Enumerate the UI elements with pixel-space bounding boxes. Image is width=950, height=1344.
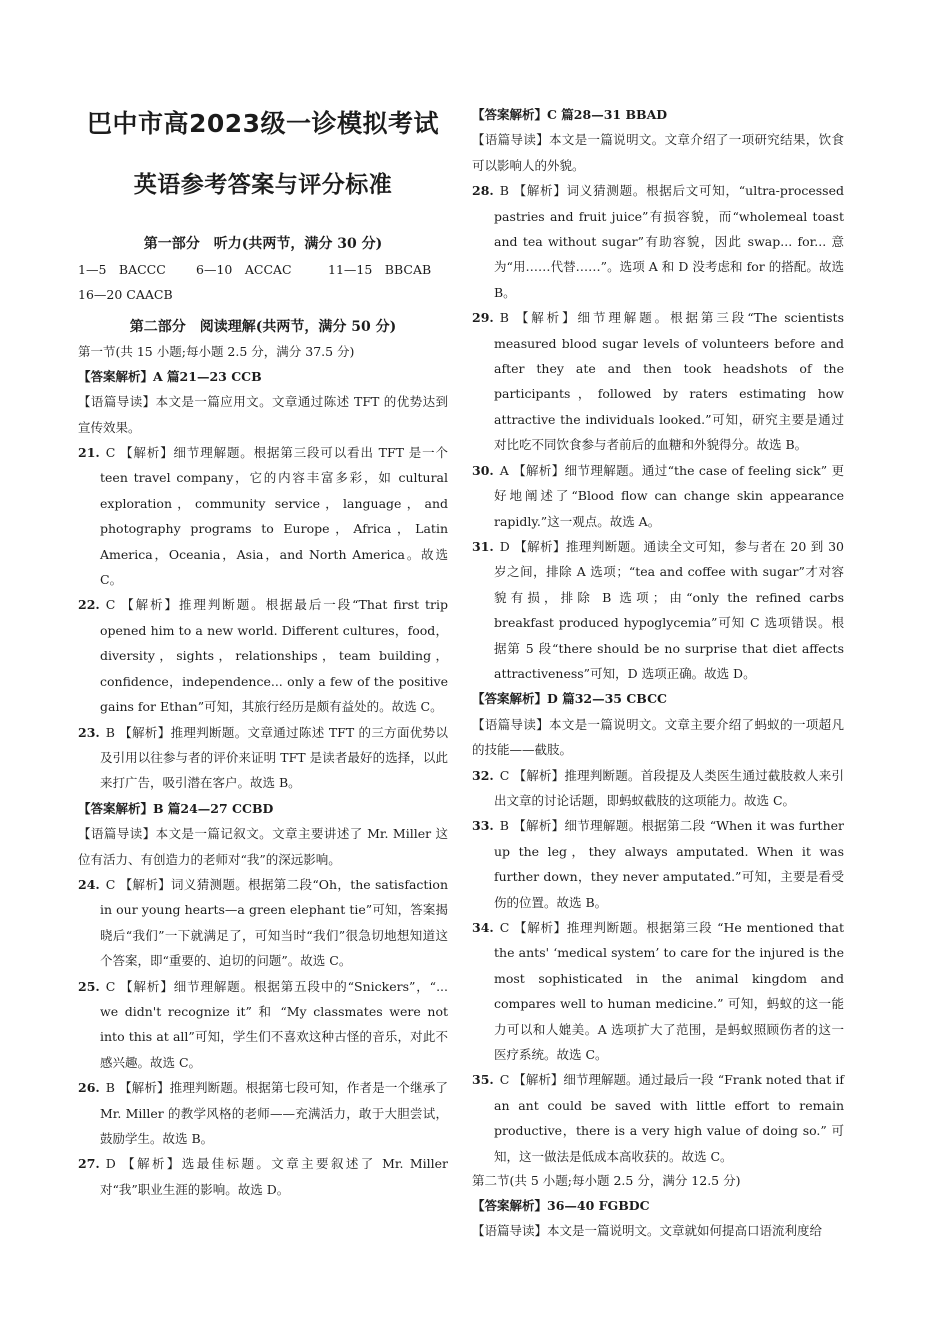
passage-c-answer: 【答案解析】C 篇28—31 BBAD — [472, 107, 668, 122]
passage-d-answer: 【答案解析】D 篇32—35 CBCC — [472, 691, 667, 707]
question-29 — [472, 305, 844, 457]
question-explanation: C 【解析】细节理解题。根据第五段中的“Snickers”，“... we didn't recognize it” 和 “My classmates were not into this at all”可知，学生们不喜欢这种古怪的音乐，对此不感兴趣。故选 C。 — [100, 978, 448, 1070]
question-explanation: D 【解析】选最佳标题。文章主要叙述了 Mr. Miller 对“我”职业生涯的影响。故选 D。 — [100, 1156, 448, 1197]
question-35 — [472, 1067, 844, 1169]
question-27 — [78, 1151, 448, 1202]
question-number: 33. — [472, 818, 494, 834]
question-explanation: B 【解析】词义猜测题。根据后文可知，“ultra-processed pastries and fruit juice”有损容貌，而“wholemeal toast and tea without sugar”有助容貌，因此 swap... for... 意为“用……代替……”。选项 A 和 D 没考虑和 for 的搭配。故选 B。 — [494, 183, 844, 300]
answer-group: 11—15 BBCAB — [328, 262, 432, 277]
answer-group: 1—5 BACCC — [78, 262, 166, 277]
section1-heading: 第一节(共 15 小题;每小题 2.5 分，满分 37.5 分) — [78, 343, 355, 359]
question-25 — [78, 974, 448, 1076]
question-33 — [472, 813, 844, 915]
answer-group: 6—10 ACCAC — [196, 262, 292, 277]
listening-answers-row1 — [78, 257, 448, 282]
question-explanation: C 【解析】推理判断题。首段提及人类医生通过截肢救人来引出文章的讨论话题，即蚂蚁截肢的这项能力。故选 C。 — [494, 767, 844, 808]
question-21 — [78, 440, 448, 592]
question-number: 26. — [78, 1080, 100, 1096]
question-32 — [472, 763, 844, 814]
question-number: 31. — [472, 538, 494, 554]
question-22 — [78, 592, 448, 719]
page-subtitle: 英语参考答案与评分标准 — [133, 172, 393, 198]
listening-answers-row2: 16—20 CAACB — [78, 287, 173, 303]
question-explanation: D 【解析】推理判断题。通读全文可知，参与者在 20 到 30 岁之间，排除 A 选项；“tea and coffee with sugar”才对容貌有损，排除 B 选项；由“only the refined carbs breakfast produced hypoglycemia”可知 C 选项错误。根据第 5 段“there should be no surprise that diet affects attractiveness”可知，D 选项正确。故选 D。 — [494, 538, 844, 681]
question-number: 23. — [78, 724, 100, 740]
section2-guide: 【语篇导读】本文是一篇说明文。文章就如何提高口语流利度给 — [472, 1223, 823, 1239]
question-24 — [78, 872, 448, 974]
passage-a-guide: 【语篇导读】本文是一篇应用文。文章通过陈述 TFT 的优势达到宣传效果。 — [78, 394, 448, 435]
question-explanation: B 【解析】细节理解题。根据第二段 “When it was further up the leg，they always amputated. When it was further down，they never amputated.”可知，主要是看受伤的位置。故选 B。 — [494, 818, 844, 910]
question-number: 34. — [472, 920, 494, 935]
question-explanation: C 【解析】细节理解题。根据第三段可以看出 TFT 是一个 teen travel company，它的内容丰富多彩，如 cultural exploration，community service，language，and photography programs to Europe，Africa，Latin America，Oceania，Asia，and North America。故选 C。 — [100, 445, 448, 588]
question-explanation: C 【解析】词义猜测题。根据第二段“Oh，the satisfaction in our young hearts—a green elephant tie”可知，答案揭晓后“我们”一下就满足了，可知当时“我们”很急切地想知道这个答案，即“重要的、迫切的问题”。故选 C。 — [100, 876, 448, 969]
question-explanation: B 【解析】推理判断题。根据第七段可知，作者是一个继承了 Mr. Miller 的教学风格的老师——充满活力，敢于大胆尝试，鼓励学生。故选 B。 — [100, 1080, 448, 1146]
question-number: 24. — [78, 876, 100, 892]
part1-heading: 第一部分 听力(共两节，满分 30 分) — [143, 236, 383, 252]
question-23 — [78, 720, 448, 796]
passage-a-answer: 【答案解析】A 篇21—23 CCB — [78, 368, 262, 384]
passage-d-guide: 【语篇导读】本文是一篇说明文。文章主要介绍了蚂蚁的一项超凡的技能——截肢。 — [472, 716, 844, 758]
passage-b-guide: 【语篇导读】本文是一篇记叙文。文章主要讲述了 Mr. Miller 这位有活力、有创造力的老师对“我”的深远影响。 — [78, 826, 448, 867]
question-number: 22. — [78, 597, 100, 613]
question-explanation: C 【解析】细节理解题。通过最后一段 “Frank noted that if an ant could be saved with little effort to remain productive，there is a very high value of doing so.” 可知，这一做法是低成本高收获的。故选 C。 — [494, 1072, 844, 1164]
question-number: 32. — [472, 767, 494, 783]
section2-heading: 第二节(共 5 小题;每小题 2.5 分，满分 12.5 分) — [472, 1173, 741, 1189]
part2-heading: 第二部分 阅读理解(共两节，满分 50 分) — [129, 318, 397, 335]
section2-answer: 【答案解析】36—40 FGBDC — [472, 1198, 650, 1214]
page-title: 巴中市高2023级一诊模拟考试 — [86, 109, 440, 138]
question-explanation: C 【解析】推理判断题。根据第三段 “He mentioned that the ants' ‘medical system’ to care for the injured is the most sophisticated in the animal kingdom and compares well to human medicine.” 可知，蚂蚁的这一能力可以和人媲美。A 选项扩大了范围，是蚂蚁照顾伤者的这一医疗系统。故选 C。 — [494, 920, 844, 1063]
question-number: 25. — [78, 978, 100, 994]
question-explanation: A 【解析】细节理解题。通过“the case of feeling sick” 更好地阐述了“Blood flow can change skin appearance rapidly.”这一观点。故选 A。 — [494, 462, 844, 529]
question-number: 27. — [78, 1156, 100, 1172]
question-34 — [472, 915, 844, 1067]
question-explanation: C 【解析】推理判断题。根据最后一段“That first trip opened him to a new world. Different cultures，food，diversity，sights，relationships，team building，confidence，independence... only a few of the positive gains for Ethan”可知，其旅行经历是颇有益处的。故选 C。 — [100, 597, 448, 715]
question-28 — [472, 178, 844, 305]
question-number: 30. — [472, 462, 494, 478]
question-number: 28. — [472, 183, 494, 199]
question-explanation: B 【解析】推理判断题。文章通过陈述 TFT 的三方面优势以及引用以往参与者的评价来证明 TFT 是读者最好的选择，以此来打广告，吸引潜在客户。故选 B。 — [100, 724, 448, 791]
left-column — [78, 98, 448, 1202]
passage-b-answer: 【答案解析】B 篇24—27 CCBD — [78, 800, 274, 816]
question-number: 21. — [78, 445, 100, 461]
question-number: 35. — [472, 1072, 494, 1088]
question-31 — [472, 534, 844, 686]
right-column — [472, 102, 844, 1244]
question-26 — [78, 1075, 448, 1151]
question-explanation: B 【解析】细节理解题。根据第三段“The scientists measured blood sugar levels of volunteers before and after they ate and then took headshots of the participants，followed by raters estimating how attractive the individuals looked.”可知，研究主要是通过对比吃不同饮食参与者前后的血糖和外貌得分。故选 B。 — [494, 310, 844, 453]
question-30 — [472, 458, 844, 534]
question-number: 29. — [472, 310, 494, 326]
passage-c-guide: 【语篇导读】本文是一篇说明文。文章介绍了一项研究结果，饮食可以影响人的外貌。 — [472, 132, 844, 173]
